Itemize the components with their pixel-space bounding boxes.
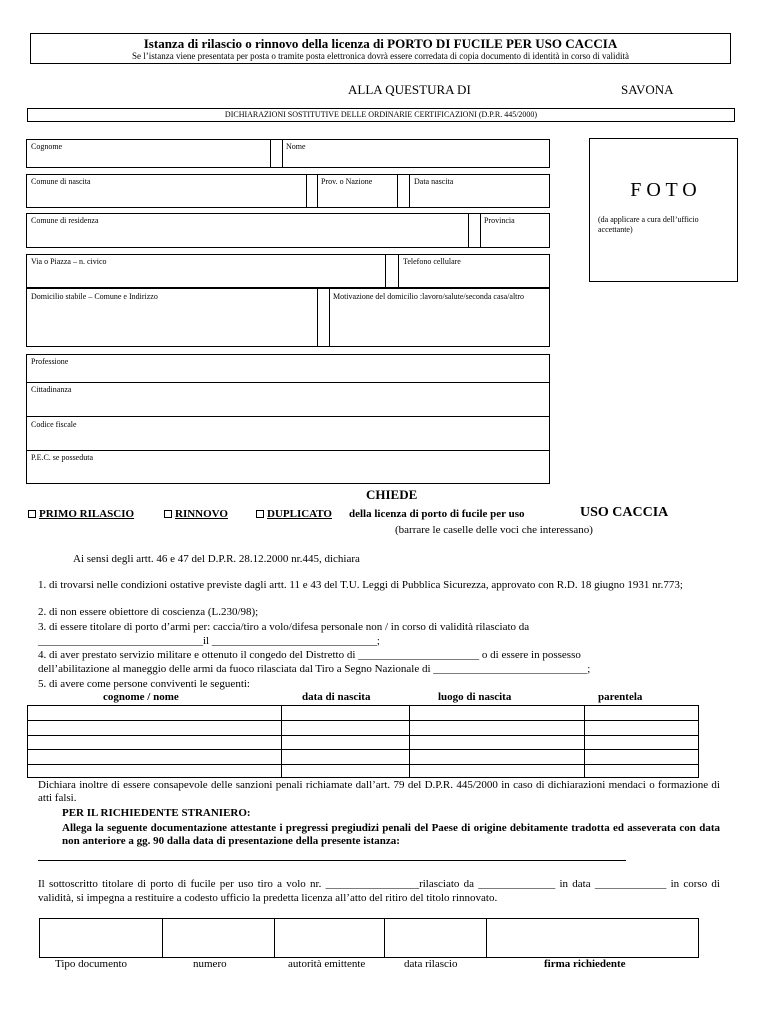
- motivazione-field[interactable]: [330, 315, 545, 343]
- prov-nazione-label: Prov. o Nazione: [321, 177, 373, 186]
- conviventi-header-luogo: luogo di nascita: [438, 691, 512, 703]
- primo-rilascio-label: PRIMO RILASCIO: [39, 508, 135, 520]
- straniero-title: PER IL RICHIEDENTE STRANIERO:: [62, 807, 251, 819]
- point-4a: 4. di aver prestato servizio militare e ottenuto il congedo del Distretto di ______________________ o di essere in possesso: [38, 649, 581, 661]
- firma-label: firma richiedente: [544, 958, 626, 970]
- dichiarazioni-title-box: [27, 108, 735, 122]
- data-nascita-field[interactable]: [412, 186, 544, 204]
- chiede-note: (barrare le caselle delle voci che interessano): [395, 524, 593, 536]
- chiede-text: della licenza di porto di fucile per uso: [349, 508, 525, 520]
- codice-fiscale-label: Codice fiscale: [31, 420, 77, 429]
- point-3a: 3. di essere titolare di porto d’armi per: caccia/tiro a volo/difesa personale non / in corso di validità rilasciato da: [38, 621, 530, 633]
- professione-field[interactable]: [30, 365, 546, 381]
- prov-nazione-field[interactable]: [320, 186, 392, 204]
- telefono-field[interactable]: [400, 266, 545, 284]
- via-label: Via o Piazza – n. civico: [31, 257, 107, 266]
- professione-label: Professione: [31, 357, 69, 366]
- questura-label: ALLA QUESTURA DI: [348, 82, 471, 97]
- motivazione-label: Motivazione del domicilio :lavoro/salute/seconda casa/altro: [333, 292, 525, 301]
- point-3b: ______________________________il ______________________________;: [38, 635, 380, 647]
- cittadinanza-label: Cittadinanza: [31, 385, 72, 394]
- header-box: [30, 33, 731, 64]
- point-2: 2. di non essere obiettore di coscienza (L.230/98);: [38, 606, 259, 618]
- checkbox-icon: [164, 510, 172, 518]
- point-1: 1. di trovarsi nelle condizioni ostative previste dagli artt. 11 e 43 del T.U. Leggi di Pubblica Sicurezza, approvato con R.D. 18 giugno 1931 nr.773;: [38, 579, 683, 591]
- tipo-documento-label: Tipo documento: [55, 958, 128, 970]
- numero-label: numero: [193, 958, 227, 970]
- autorita-label: autorità emittente: [288, 958, 366, 970]
- duplicato-checkbox[interactable]: [256, 508, 332, 521]
- form-subtitle: Se l’istanza viene presentata per posta o tramite posta elettronica dovrà essere corredata di copia documento di identità in corso di validità: [131, 51, 630, 61]
- nome-field[interactable]: [285, 150, 545, 166]
- comune-residenza-field[interactable]: [30, 226, 464, 244]
- foto-note: (da applicare a cura dell’ufficio accettante): [598, 215, 699, 234]
- codice-fiscale-field[interactable]: [30, 430, 546, 448]
- questura-city: SAVONA: [621, 82, 674, 97]
- checkbox-icon: [256, 510, 264, 518]
- comune-nascita-label: Comune di nascita: [31, 177, 91, 186]
- point-5: 5. di avere come persone conviventi le seguenti:: [38, 678, 250, 690]
- checkbox-icon: [28, 510, 36, 518]
- sottoscritto-text: Il sottoscritto titolare di porto di fucile per uso tiro a volo nr. _________________rilasciato da ______________ in data _____________ in corso di validità, si impegna a restituire a codesto ufficio la predetta licenza all’atto del ritiro del titolo rinnovato.: [38, 878, 720, 904]
- provincia-label: Provincia: [484, 216, 515, 225]
- cognome-label: Cognome: [31, 142, 63, 151]
- pec-field[interactable]: [30, 462, 546, 480]
- foto-title: F O T O: [630, 179, 697, 201]
- nome-label: Nome: [286, 142, 306, 151]
- point-4b: dell’abilitazione al maneggio delle armi da fuoco rilasciata dal Tiro a Segno Nazionale di ____________________________;: [38, 663, 591, 675]
- intro-text: Ai sensi degli artt. 46 e 47 del D.P.R. 28.12.2000 nr.445, dichiara: [73, 553, 360, 565]
- autorita-field[interactable]: [275, 920, 382, 955]
- conviventi-table: [27, 705, 699, 778]
- data-rilascio-label: data rilascio: [404, 958, 458, 970]
- conviventi-header-parentela: parentela: [598, 691, 643, 703]
- cognome-field[interactable]: [30, 150, 266, 166]
- form-title: Istanza di rilascio o rinnovo della licenza di PORTO DI FUCILE PER USO CACCIA: [143, 36, 618, 51]
- numero-field[interactable]: [163, 920, 272, 955]
- duplicato-label: DUPLICATO: [267, 508, 332, 520]
- telefono-label: Telefono cellulare: [403, 257, 461, 266]
- domicilio-label: Domicilio stabile – Comune e Indirizzo: [31, 292, 158, 301]
- domicilio-field[interactable]: [30, 305, 312, 343]
- dichiara-text: Dichiara inoltre di essere consapevole delle sanzioni penali richiamate dall’art. 79 del D.P.R. 445/2000 in caso di dichiarazioni mendaci o formazione di atti falsi.: [38, 779, 720, 804]
- primo-rilascio-checkbox[interactable]: [28, 508, 134, 521]
- via-field[interactable]: [30, 266, 382, 284]
- provincia-field[interactable]: [483, 226, 545, 244]
- conviventi-header-data: data di nascita: [302, 691, 371, 703]
- tipo-documento-field[interactable]: [41, 920, 160, 955]
- chiede-title: CHIEDE: [366, 487, 418, 502]
- conviventi-header-cognome: cognome / nome: [103, 691, 179, 703]
- comune-residenza-label: Comune di residenza: [31, 216, 99, 225]
- foto-box: [589, 138, 738, 282]
- chiede-uso: USO CACCIA: [580, 505, 669, 520]
- rinnovo-label: RINNOVO: [175, 508, 228, 520]
- firma-field[interactable]: [487, 920, 696, 955]
- data-rilascio-field[interactable]: [385, 920, 484, 955]
- pec-label: P.E.C. se posseduta: [31, 453, 93, 462]
- cittadinanza-field[interactable]: [30, 394, 546, 414]
- straniero-line[interactable]: [38, 860, 626, 861]
- dichiarazioni-title: DICHIARAZIONI SOSTITUTIVE DELLE ORDINARIE CERTIFICAZIONI (D.P.R. 445/2000): [224, 110, 538, 119]
- comune-nascita-field[interactable]: [30, 186, 302, 204]
- data-nascita-label: Data nascita: [414, 177, 454, 186]
- straniero-text: Allega la seguente documentazione attestante i pregressi pregiudizi penali del Paese di origine debitamente tradotta ed asseverata con data non anteriore a gg. 90 dalla data di presentazione della presente istanza:: [62, 822, 720, 847]
- rinnovo-checkbox[interactable]: [164, 508, 228, 521]
